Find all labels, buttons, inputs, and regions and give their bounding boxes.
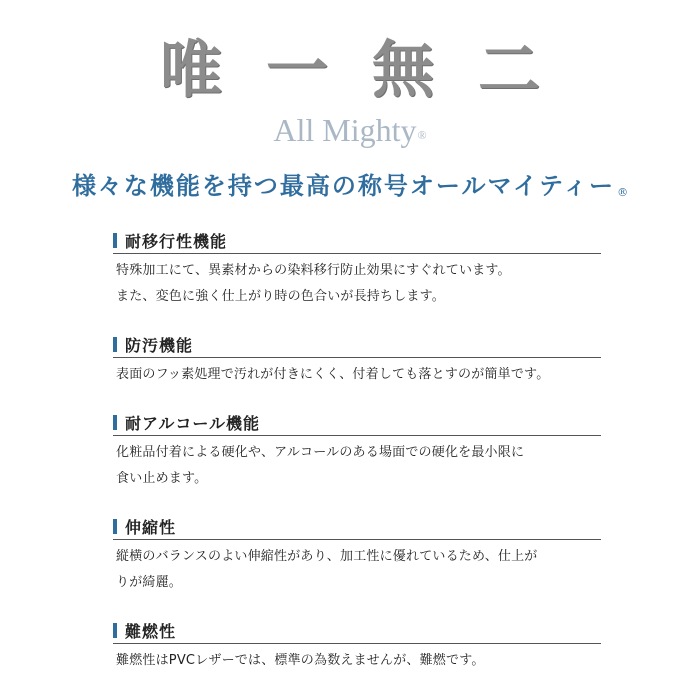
- tagline-registered-mark: ®: [617, 186, 629, 199]
- hero-subtitle: [0, 110, 700, 155]
- hero-title: 唯一無二: [159, 33, 584, 106]
- tagline: [0, 166, 700, 213]
- feature-description: [113, 258, 601, 310]
- heading-bar-marker: [113, 623, 117, 638]
- tagline-text: 様々な機能を持つ最高の称号オールマイティー: [71, 171, 616, 200]
- feature-stain-resistance: [113, 332, 601, 388]
- feature-description: [113, 648, 601, 674]
- feature-heading: [113, 514, 601, 540]
- feature-heading: [113, 618, 601, 644]
- feature-description-line: 化粧品付着による硬化や、アルコールのある場面での硬化を最小限に: [116, 445, 525, 460]
- feature-heading-text: 防汚機能: [125, 335, 194, 355]
- feature-description: [113, 440, 601, 492]
- feature-heading-text: 耐移行性機能: [125, 231, 228, 251]
- feature-heading-text: 伸縮性: [125, 517, 177, 537]
- feature-heading-text: 難燃性: [125, 621, 177, 641]
- heading-bar-marker: [113, 519, 117, 534]
- feature-description-line: 特殊加工にて、異素材からの染料移行防止効果にすぐれています。: [116, 263, 511, 278]
- feature-heading-text: 耐アルコール機能: [125, 413, 261, 433]
- heading-bar-marker: [113, 337, 117, 352]
- feature-elasticity: [113, 514, 601, 596]
- registered-mark: ®: [417, 128, 427, 142]
- heading-bar-marker: [113, 233, 117, 248]
- feature-flame-retardance: [113, 618, 601, 674]
- feature-alcohol-resistance: [113, 410, 601, 492]
- hero-subtitle-text: All Mighty: [273, 112, 417, 148]
- feature-description: [113, 362, 601, 388]
- feature-heading: [113, 410, 601, 436]
- feature-description: [113, 544, 601, 596]
- feature-migration-resistance: [113, 228, 601, 310]
- feature-description-line: りが綺麗。: [116, 575, 183, 590]
- feature-list: [113, 228, 601, 696]
- feature-description-line: 表面のフッ素処理で汚れが付きにくく、付着しても落とすのが簡単です。: [116, 367, 550, 382]
- feature-description-line: 縦横のバランスのよい伸縮性があり、加工性に優れているため、仕上が: [116, 549, 538, 564]
- feature-description-line: 難燃性はPVCレザーでは、標準の為数えませんが、難燃です。: [116, 653, 485, 668]
- heading-bar-marker: [113, 415, 117, 430]
- feature-description-line: 食い止めます。: [116, 471, 208, 486]
- feature-heading: [113, 332, 601, 358]
- feature-heading: [113, 228, 601, 254]
- feature-description-line: また、変色に強く仕上がり時の色合いが長持ちします。: [116, 289, 445, 304]
